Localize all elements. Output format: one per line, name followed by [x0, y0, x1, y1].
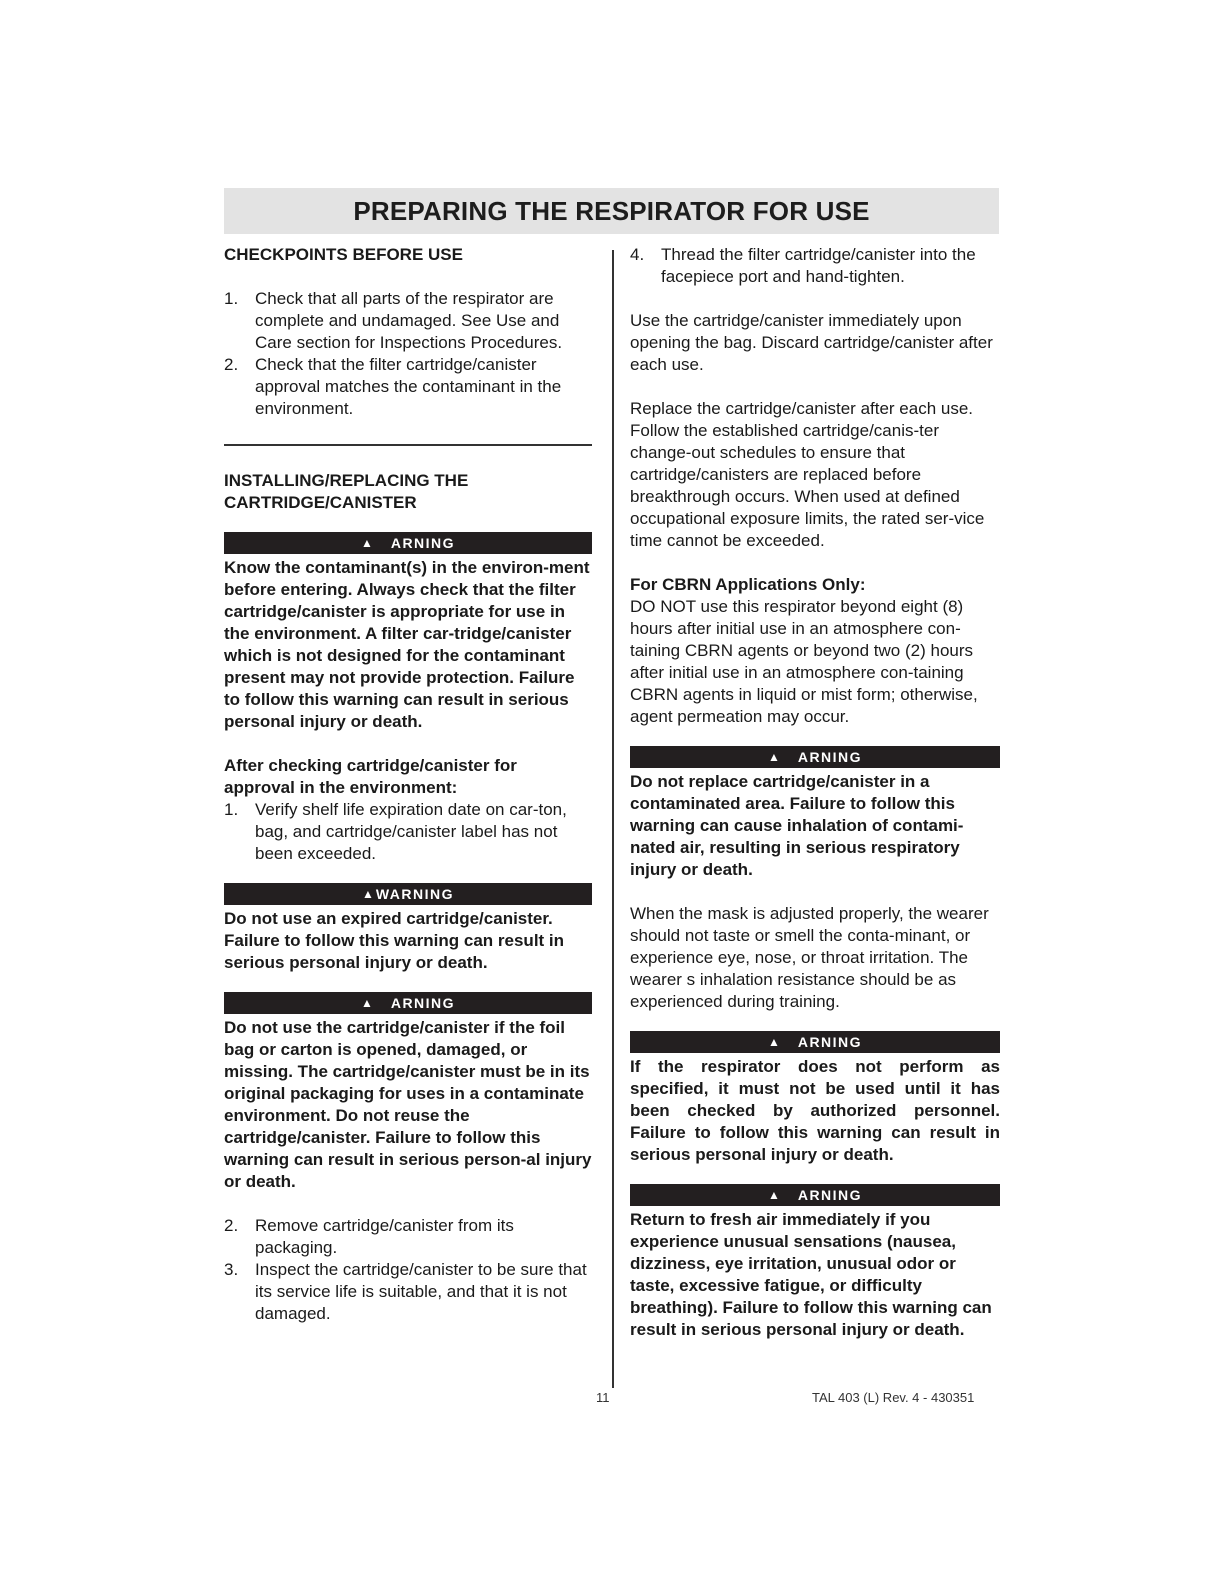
document-id: TAL 403 (L) Rev. 4 - 430351 — [812, 1390, 975, 1405]
warning-triangle-icon: ▲ — [360, 535, 373, 550]
list-item: 2. Check that the filter cartridge/canister approval matches the contaminant in the environment. — [224, 355, 562, 418]
steps-list — [224, 799, 592, 865]
warning-text: Do not replace cartridge/canister in a contaminated area. Failure to follow this warning can cause inhalation of contami-nated air, resulting in serious respiratory injury or death. — [630, 772, 964, 879]
warning-triangle-icon: ▲ — [360, 995, 373, 1010]
list-item: 3. Inspect the cartridge/canister to be sure that its service life is suitable, and that it is not damaged. — [224, 1259, 587, 1323]
list-item: 1. Verify shelf life expiration date on car-ton, bag, and cartridge/canister label has not been exceeded. — [224, 799, 567, 863]
warning-banner: ▲ ARNING — [224, 532, 592, 554]
paragraph: Replace the cartridge/canister after each use. Follow the established cartridge/canis-ter change-out schedules to ensure that cartridge/canisters are replaced before breakthrough occurs. When used at defined occupational exposure limits, the rated ser-vice time cannot be exceeded. — [630, 399, 985, 550]
list-item: 2. Remove cartridge/canister from its packaging. — [224, 1215, 514, 1257]
page-number: 11 — [596, 1390, 610, 1405]
warning-text: Do not use the cartridge/canister if the foil bag or carton is opened, damaged, or missing. The cartridge/canister must be in its original packaging for uses in a contaminate environment. Do not reuse the cartridge/canister. Failure to follow this warning can result in serious person-al injury or death. — [224, 1017, 592, 1191]
cbrn-text: DO NOT use this respirator beyond eight (8) hours after initial use in an atmosphere con-taining CBRN agents or beyond two (2) hours after initial use in an atmosphere con-taining CBRN agents in liquid or mist form; otherwise, agent permeation may occur. — [630, 597, 978, 726]
list-item: 1. Check that all parts of the respirator are complete and undamaged. See Use and Care section for Inspections Procedures. — [224, 289, 563, 352]
warning-banner: ▲ ARNING — [630, 1031, 1000, 1053]
warning-text: Do not use an expired cartridge/canister. Failure to follow this warning can result in serious personal injury or death. — [224, 908, 565, 972]
warning-text: Return to fresh air immediately if you experience unusual sensations (nausea, dizziness, eye irritation, unusual odor or taste, excessive fatigue, or difficulty breathing). Failure to follow this warning can result in serious personal injury or death. — [630, 1210, 992, 1339]
list-item: 4. Thread the filter cartridge/canister into the facepiece port and hand-tighten. — [630, 245, 976, 286]
paragraph: Use the cartridge/canister immediately upon opening the bag. Discard cartridge/canister after each use. — [630, 311, 993, 374]
steps-list — [224, 1215, 592, 1325]
warning-banner: ▲ WARNING — [224, 883, 592, 905]
warning-triangle-icon: ▲ — [767, 750, 780, 764]
install-heading: INSTALLING/REPLACING THE CARTRIDGE/CANISTER — [224, 470, 469, 512]
checkpoints-heading: CHECKPOINTS BEFORE USE — [224, 245, 463, 264]
paragraph: When the mask is adjusted properly, the wearer should not taste or smell the conta-minant, or experience eye, nose, or throat irritation. The wearer s inhalation resistance should be as experienced during training. — [630, 904, 989, 1011]
cbrn-heading: For CBRN Applications Only: — [630, 575, 866, 594]
page-title: PREPARING THE RESPIRATOR FOR USE — [353, 195, 870, 226]
warning-triangle-icon: ▲ — [767, 1188, 780, 1202]
warning-text: Know the contaminant(s) in the environ-ment before entering. Always check that the filter cartridge/canister is appropriate for use in the environment. A filter car-tridge/canister which is not designed for the contaminant present may not provide protection. Failure to follow this warning can result in serious personal injury or death. — [224, 557, 590, 731]
warning-banner: ▲ ARNING — [630, 1184, 1000, 1206]
warning-triangle-icon: ▲ — [767, 1035, 780, 1049]
warning-banner: ▲ ARNING — [224, 992, 592, 1014]
checkpoints-list — [224, 288, 592, 420]
warning-text: If the respirator does not perform as specified, it must not be used until it has been checked by authorized personnel. Failure to follow this warning can result in serious personal injury or death. — [630, 1057, 1000, 1164]
left-column — [224, 244, 592, 1325]
steps-list — [630, 244, 1000, 288]
warning-banner: ▲ ARNING — [630, 746, 1000, 768]
warning-triangle-icon: ▲ — [361, 886, 374, 901]
title-bar — [224, 188, 999, 234]
section-divider — [224, 444, 592, 446]
column-divider — [612, 250, 614, 1388]
right-column — [630, 244, 1000, 1341]
after-heading: After checking cartridge/canister for approval in the environment: — [224, 755, 517, 797]
